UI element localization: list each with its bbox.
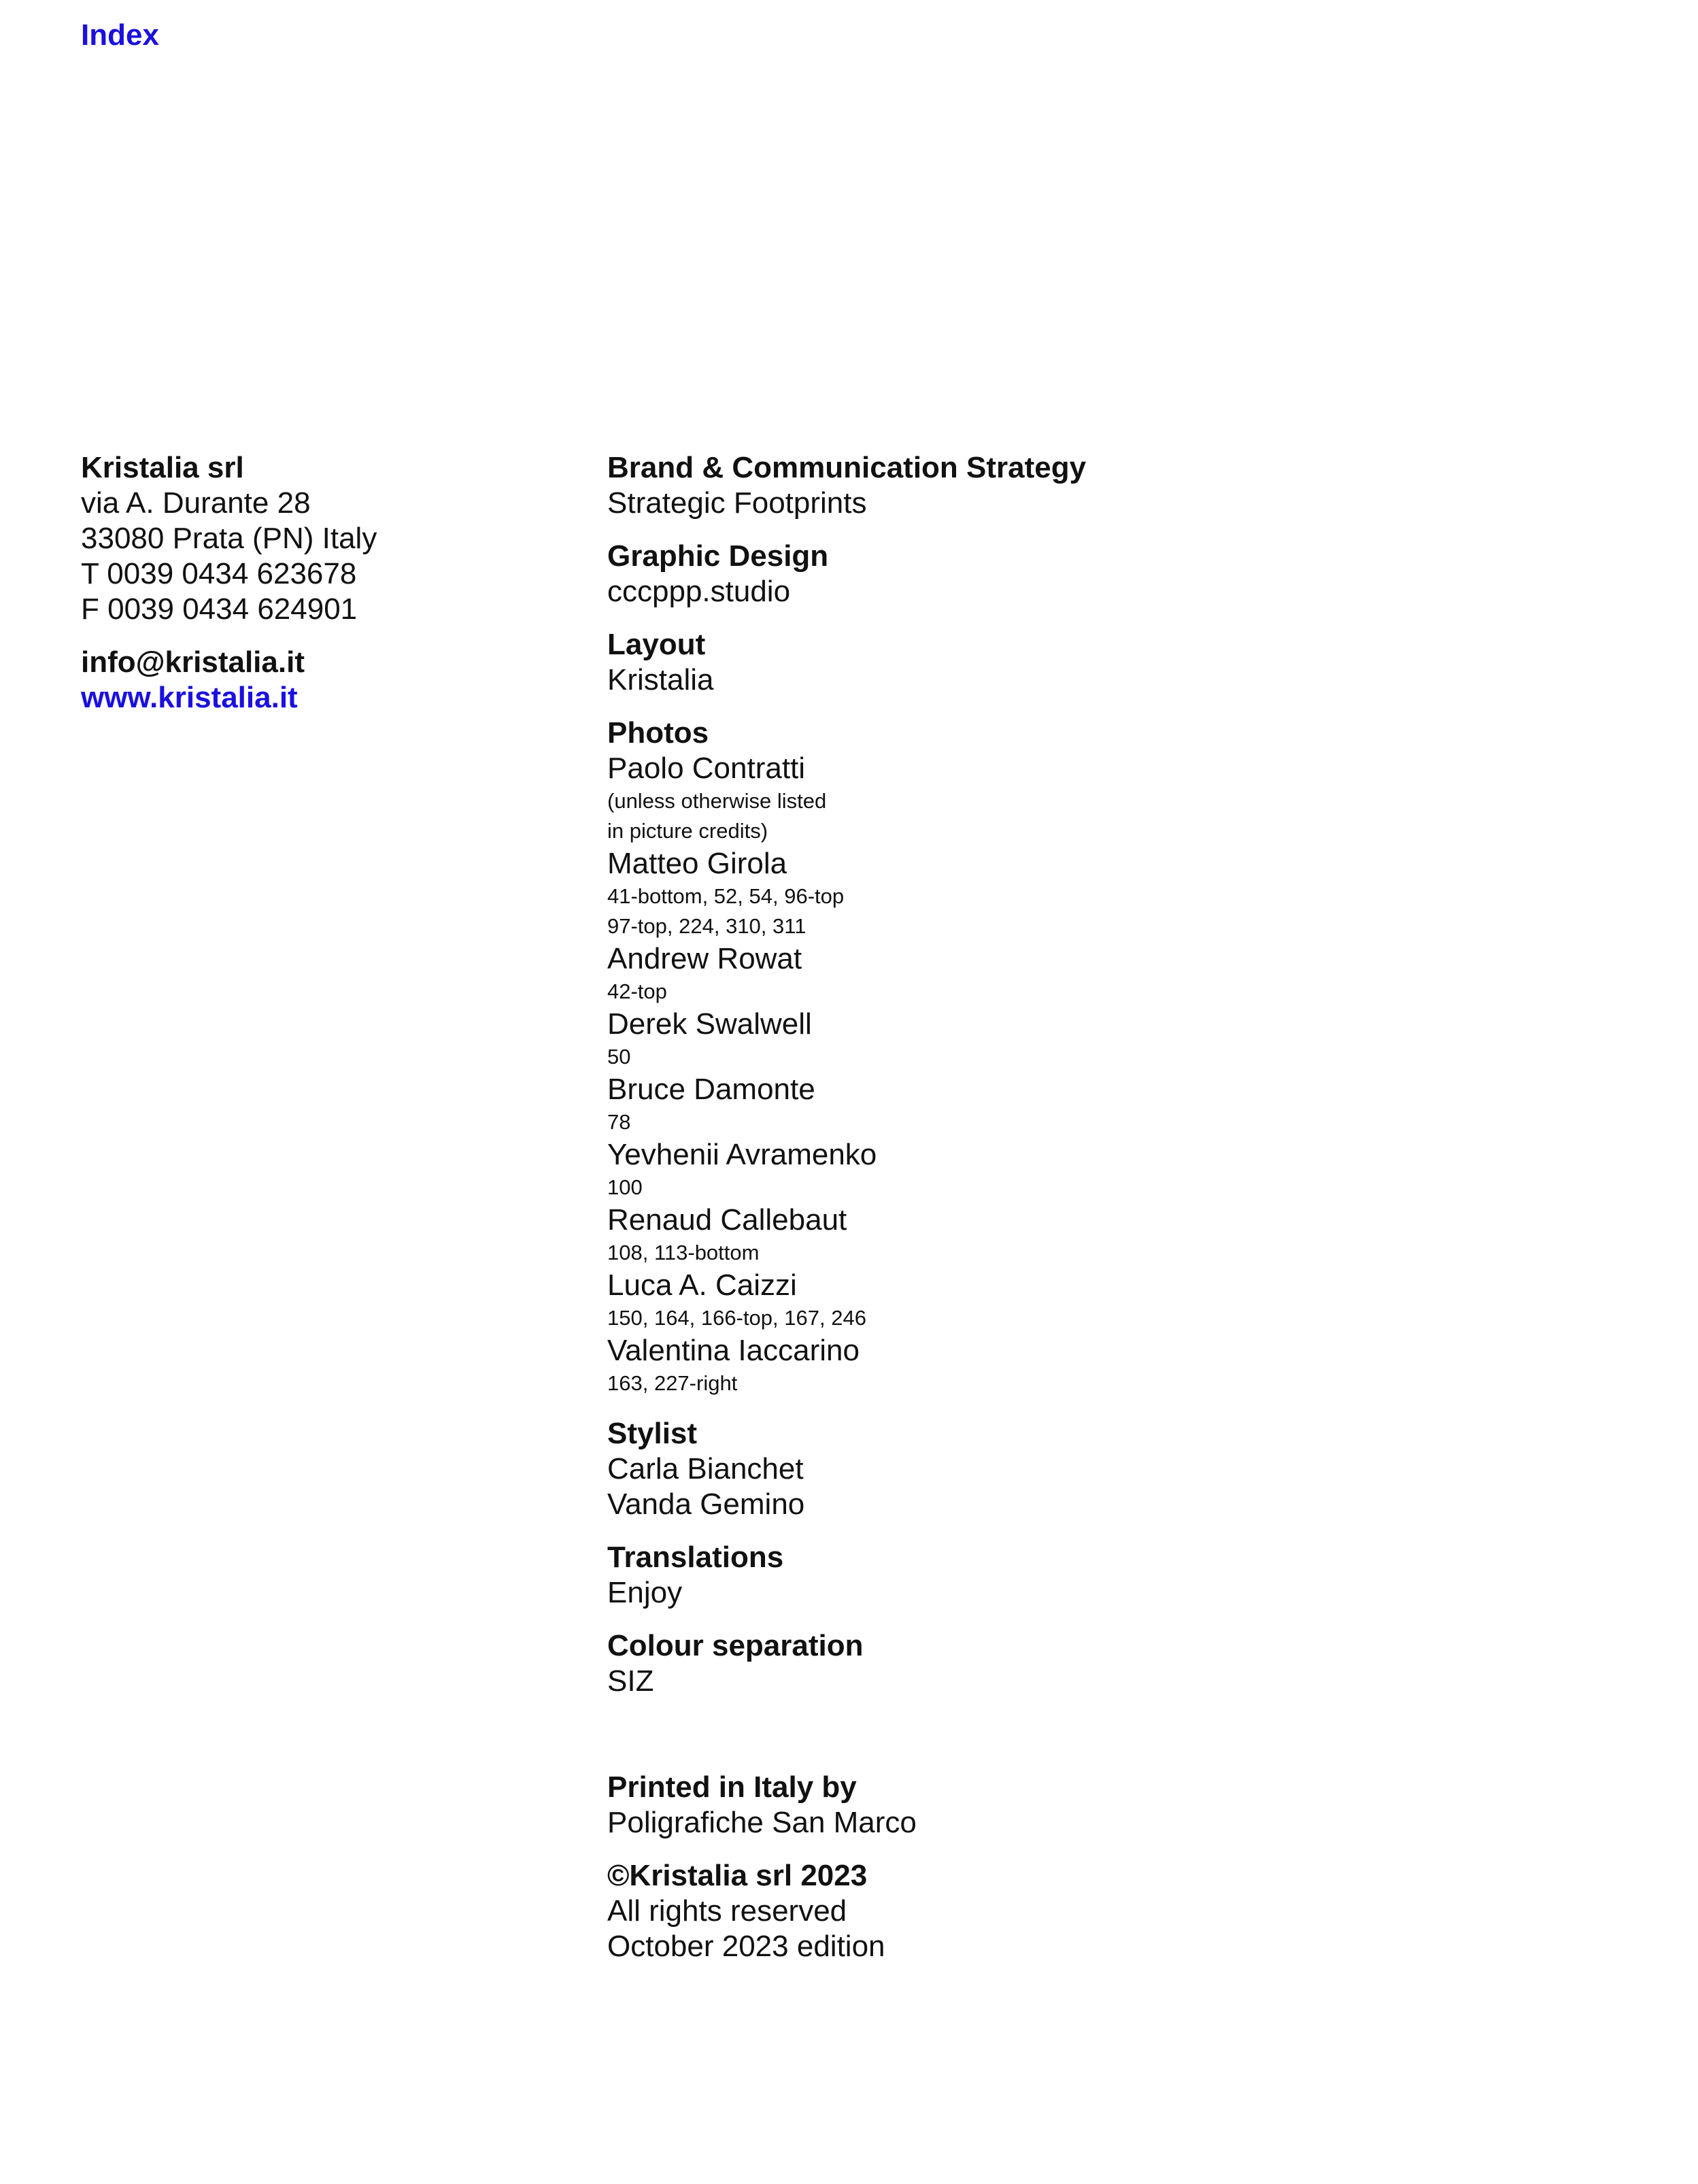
photographer-name: Yevhenii Avramenko	[607, 1138, 877, 1171]
photographer-pages: (unless otherwise listed	[607, 789, 827, 813]
photographer-pages: in picture credits)	[607, 819, 768, 843]
company-online-block	[81, 645, 571, 716]
photographer-name: Andrew Rowat	[607, 942, 802, 975]
credit-value: October 2023 edition	[607, 1930, 885, 1963]
credit-value: All rights reserved	[607, 1894, 847, 1928]
photographer-name: Derek Swalwell	[607, 1007, 812, 1041]
credit-layout	[607, 627, 1423, 698]
credit-label: Colour separation	[607, 1629, 864, 1662]
photographer-pages: 163, 227-right	[607, 1371, 738, 1395]
credit-graphic-design	[607, 539, 1423, 609]
copyright-label: ©Kristalia srl 2023	[607, 1859, 868, 1892]
index-link[interactable]: Index	[81, 18, 159, 52]
photographer-pages: 50	[607, 1045, 631, 1069]
phone-number: T 0039 0434 623678	[81, 557, 357, 590]
photographer-pages: 97-top, 224, 310, 311	[607, 914, 806, 938]
photographer-name: Paolo Contratti	[607, 752, 806, 785]
credit-translations	[607, 1540, 1423, 1611]
company-address-block	[81, 450, 571, 627]
credit-value: Poligrafiche San Marco	[607, 1806, 917, 1839]
address-line-1: via A. Durante 28	[81, 486, 311, 520]
credits-column	[607, 450, 1423, 1982]
photographer-name: Renaud Callebaut	[607, 1203, 847, 1237]
credit-brand	[607, 450, 1423, 521]
company-name: Kristalia srl	[81, 451, 244, 484]
credit-label: Layout	[607, 628, 706, 661]
section-spacer	[607, 1717, 1423, 1770]
credit-label: Graphic Design	[607, 539, 829, 573]
photographer-pages: 42-top	[607, 979, 667, 1003]
credit-printed	[607, 1770, 1423, 1841]
photographer-pages: 108, 113-bottom	[607, 1241, 760, 1264]
credit-copyright	[607, 1858, 1423, 1964]
website-link[interactable]: www.kristalia.it	[81, 681, 298, 714]
photographer-name: Matteo Girola	[607, 847, 787, 880]
credit-photos	[607, 716, 1423, 1398]
photographer-pages: 41-bottom, 52, 54, 96-top	[607, 884, 845, 908]
company-contact-column	[81, 450, 571, 733]
address-line-2: 33080 Prata (PN) Italy	[81, 522, 377, 555]
credit-label: Printed in Italy by	[607, 1770, 857, 1804]
photographer-pages: 100	[607, 1175, 643, 1199]
photographer-name: Valentina Iaccarino	[607, 1334, 860, 1367]
credit-value: Vanda Gemino	[607, 1488, 805, 1521]
fax-number: F 0039 0434 624901	[81, 592, 358, 626]
credit-value: Strategic Footprints	[607, 486, 867, 520]
email-link[interactable]: info@kristalia.it	[81, 645, 305, 679]
credit-value: Enjoy	[607, 1576, 683, 1609]
photographer-name: Luca A. Caizzi	[607, 1269, 797, 1302]
photographer-pages: 78	[607, 1110, 631, 1134]
credit-label: Brand & Communication Strategy	[607, 451, 1087, 484]
credit-label: Stylist	[607, 1417, 698, 1450]
credit-value: Kristalia	[607, 663, 714, 696]
credit-stylist	[607, 1416, 1423, 1522]
credit-value: SIZ	[607, 1664, 654, 1698]
credit-label: Photos	[607, 716, 709, 750]
credit-value: Carla Bianchet	[607, 1452, 804, 1485]
credit-label: Translations	[607, 1541, 784, 1574]
photographer-name: Bruce Damonte	[607, 1073, 815, 1106]
credit-colour-separation	[607, 1628, 1423, 1699]
photographer-pages: 150, 164, 166-top, 167, 246	[607, 1306, 866, 1330]
credit-value: cccppp.studio	[607, 575, 791, 608]
